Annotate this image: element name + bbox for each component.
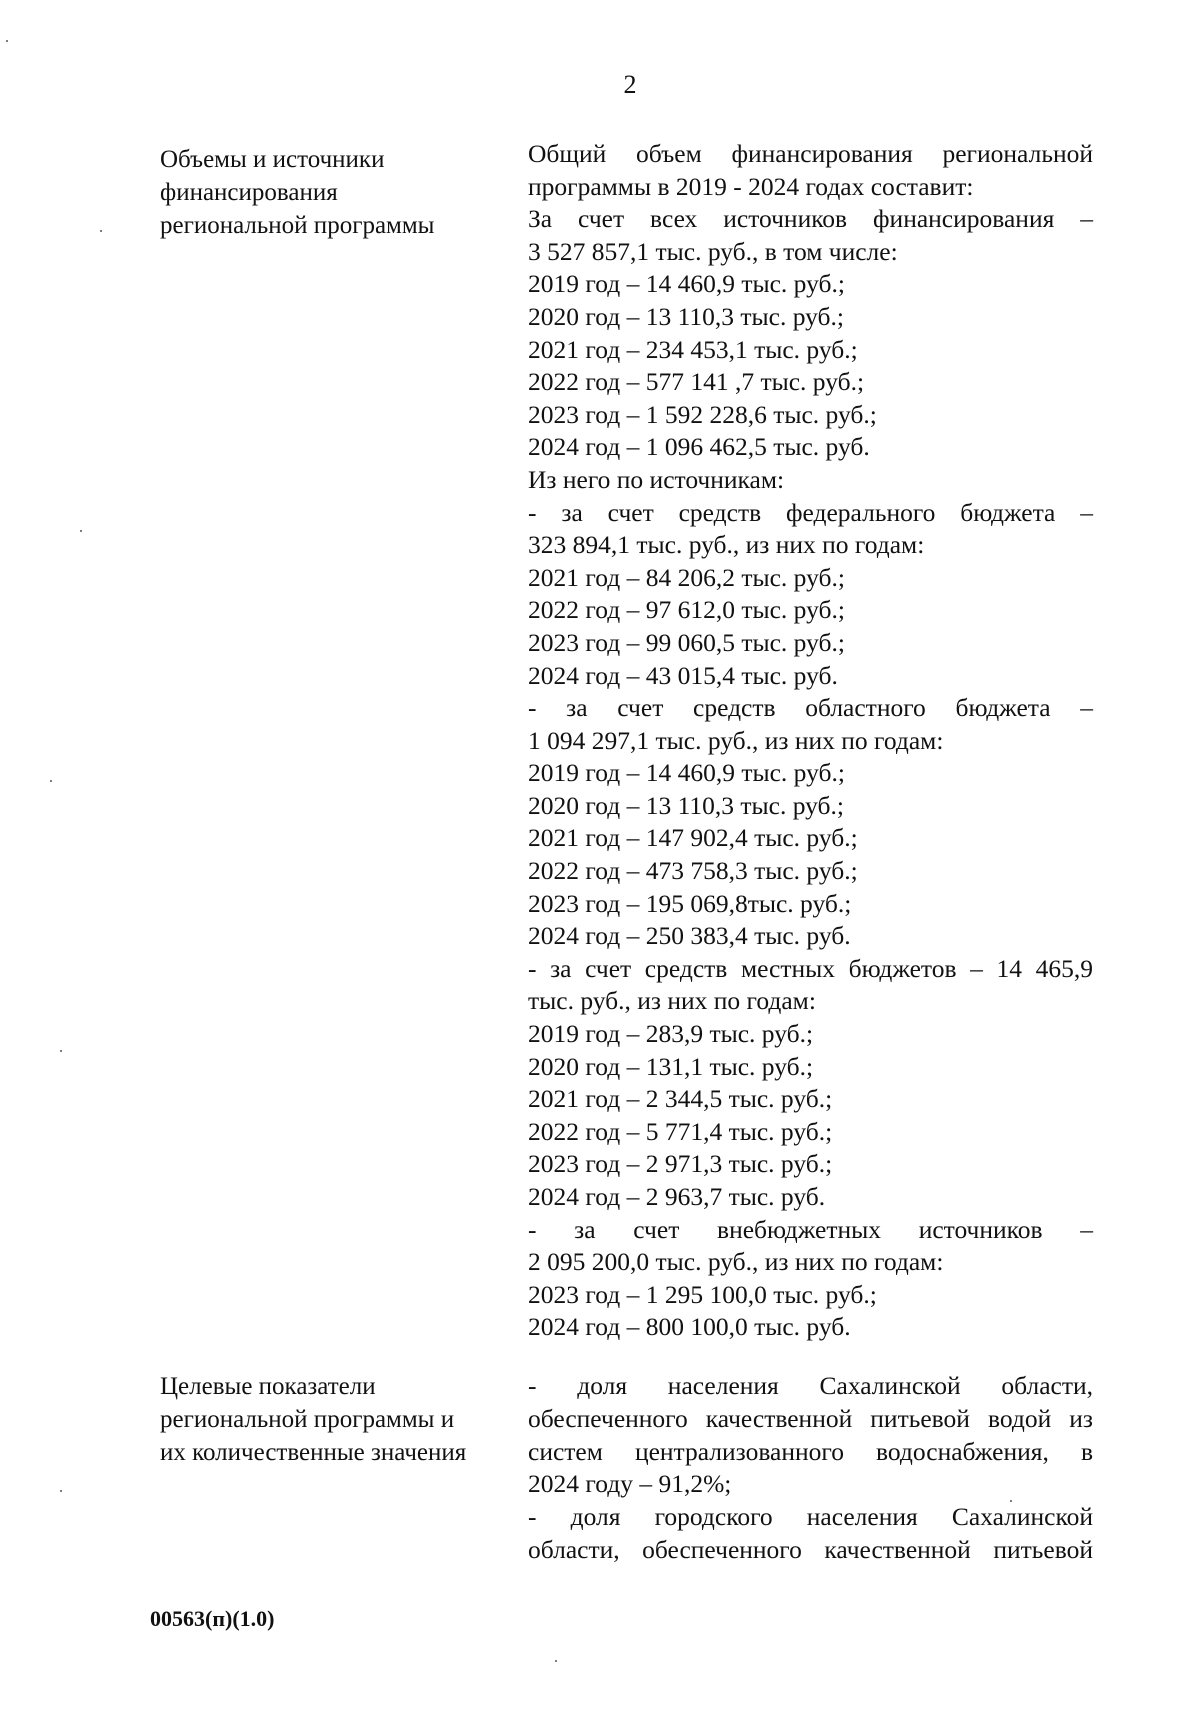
body-text-line: 323 894,1 тыс. руб., из них по годам: [528,530,925,560]
body-text-line: 2020 год – 13 110,3 тыс. руб.; [528,301,844,331]
funding-section-body [528,138,1093,1344]
body-text-line: программы в 2019 - 2024 годах составит: [528,171,974,201]
body-text-line: - доля городского населения Сахалинской [528,1502,1093,1532]
body-text-line: обеспеченного качественной питьевой водой из [528,1403,1093,1433]
body-text-line: 2022 год – 473 758,3 тыс. руб.; [528,856,858,886]
body-text-line: 2024 год – 43 015,4 тыс. руб. [528,660,838,690]
body-text-line: - за счет средств местных бюджетов – 14 465,9 [528,953,1093,983]
scan-speck [100,230,102,232]
body-text-line: тыс. руб., из них по годам: [528,986,816,1016]
body-text-line: 2024 год – 1 096 462,5 тыс. руб. [528,432,870,462]
body-text-line: 2022 год – 577 141 ,7 тыс. руб.; [528,367,865,397]
body-text-line: 2020 год – 13 110,3 тыс. руб.; [528,790,844,820]
scan-speck [6,40,8,42]
scan-speck [60,1490,62,1492]
body-text-line: 2021 год – 2 344,5 тыс. руб.; [528,1084,833,1114]
body-text-line: 1 094 297,1 тыс. руб., из них по годам: [528,725,944,755]
scan-speck [60,1050,62,1052]
section-label-line: региональной программы и [160,1406,455,1433]
body-text-line: 2024 году – 91,2%; [528,1469,732,1499]
body-text-line: 2024 год – 800 100,0 тыс. руб. [528,1312,851,1342]
body-text-line: 2 095 200,0 тыс. руб., из них по годам: [528,1247,944,1277]
scan-speck [1010,1500,1012,1502]
body-text-line: 2019 год – 283,9 тыс. руб.; [528,1019,814,1049]
section-label-line: их количественные значения [160,1439,467,1466]
body-text-line: 2023 год – 195 069,8тыс. руб.; [528,888,852,918]
body-text-line: 2023 год – 99 060,5 тыс. руб.; [528,627,845,657]
body-text-line: 2019 год – 14 460,9 тыс. руб.; [528,269,845,299]
body-text-line: 3 527 857,1 тыс. руб., в том числе: [528,236,898,266]
body-text-line: 2021 год – 147 902,4 тыс. руб.; [528,823,858,853]
scan-speck [555,1660,557,1662]
body-text-line: - за счет внебюджетных источников – [528,1214,1093,1244]
scan-speck [80,530,82,532]
body-text-line: 2024 год – 2 963,7 тыс. руб. [528,1182,826,1211]
section-label-line: Объемы и источники [160,146,385,173]
body-text-line: Из него по источникам: [528,464,785,494]
body-text-line: 2021 год – 84 206,2 тыс. руб.; [528,562,845,592]
section-label-line: региональной программы [160,212,435,239]
section-label-line: Целевые показатели [160,1373,376,1400]
body-text-line: 2022 год – 97 612,0 тыс. руб.; [528,595,845,625]
targets-section-body [528,1370,1093,1567]
body-text-line: 2024 год – 250 383,4 тыс. руб. [528,921,851,951]
body-text-line: - доля населения Сахалинской области, [528,1371,1093,1400]
page-number: 2 [623,70,637,99]
body-text-line: 2023 год – 1 295 100,0 тыс. руб.; [528,1279,877,1309]
body-text-line: 2019 год – 14 460,9 тыс. руб.; [528,758,845,788]
targets-section-label [160,1370,510,1469]
body-text-line: - за счет средств областного бюджета – [528,693,1093,723]
body-text-line: Общий объем финансирования региональной [528,139,1093,168]
document-code: 00563(п)(1.0) [150,1606,275,1631]
body-text-line: систем централизованного водоснабжения, в [528,1436,1093,1466]
section-label-line: финансирования [160,179,338,206]
body-text-line: 2023 год – 1 592 228,6 тыс. руб.; [528,399,877,429]
body-text-line: 2021 год – 234 453,1 тыс. руб.; [528,334,858,364]
body-text-line: 2023 год – 2 971,3 тыс. руб.; [528,1149,833,1179]
body-text-line: - за счет средств федерального бюджета – [528,497,1093,527]
funding-section-label [160,143,510,242]
body-text-line: области, обеспеченного качественной питьевой [528,1534,1093,1564]
scan-speck [50,780,52,782]
body-text-line: За счет всех источников финансирования – [528,204,1093,234]
body-text-line: 2022 год – 5 771,4 тыс. руб.; [528,1116,833,1146]
body-text-line: 2020 год – 131,1 тыс. руб.; [528,1051,814,1081]
